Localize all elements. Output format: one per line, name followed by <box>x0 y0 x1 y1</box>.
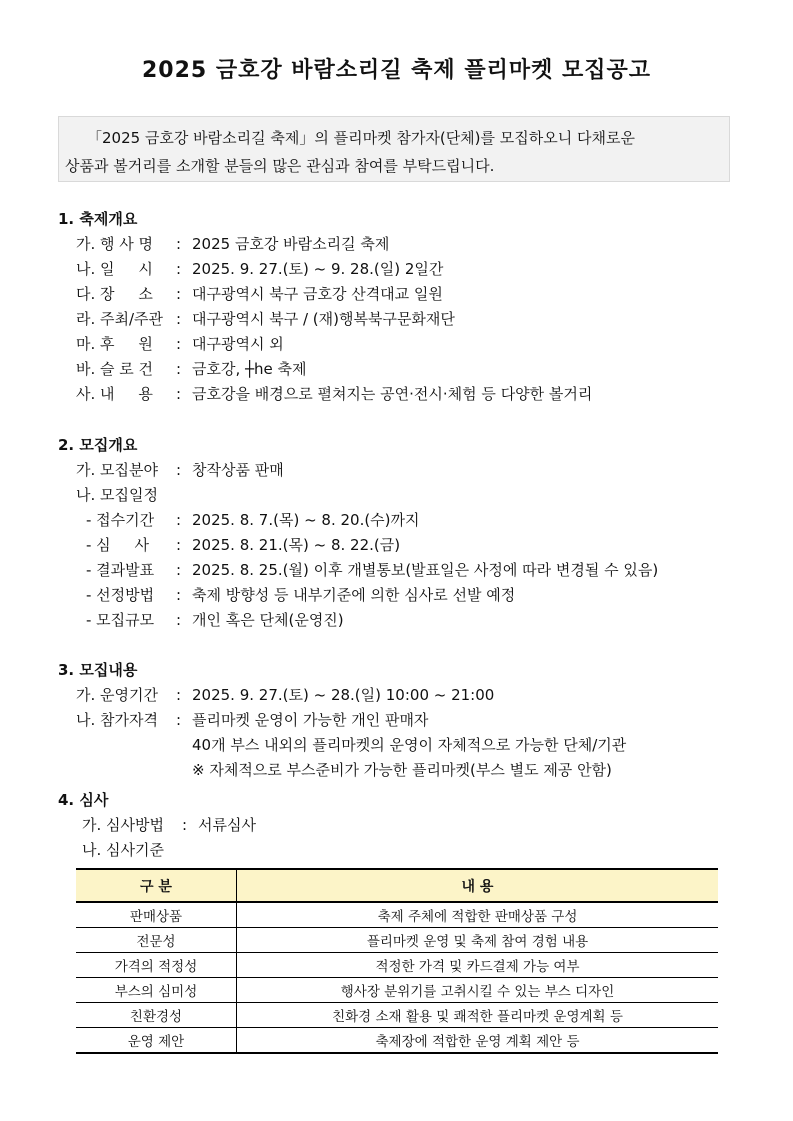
criteria-content: 축제장에 적합한 운영 계획 제안 등 <box>237 1028 719 1054</box>
criteria-content: 플리마켓 운영 및 축제 참여 경험 내용 <box>237 928 719 953</box>
qualification-note: ※ 자체적으로 부스준비가 가능한 플리마켓(부스 별도 제공 안함) <box>192 761 612 779</box>
row-key: 가. 운영기간 <box>76 686 158 704</box>
qualification-row: 나. 참가자격 : 플리마켓 운영이 가능한 개인 판매자 <box>76 708 137 733</box>
overview-row <box>76 382 593 407</box>
row-value: 2025. 9. 27.(토) ~ 28.(일) 10:00 ~ 21:00 <box>192 686 495 704</box>
section-festival-overview <box>58 207 593 407</box>
row-key: - 결과발표 <box>86 561 155 579</box>
row-colon: : <box>176 511 182 529</box>
table-row <box>76 953 718 978</box>
schedule-row <box>86 608 344 633</box>
row-key: 사. 내 용 <box>76 385 153 403</box>
row-value: 2025. 9. 27.(토) ~ 9. 28.(일) 2일간 <box>192 260 444 278</box>
section-recruit-content <box>58 658 627 783</box>
row-key: 라. 주최/주관 <box>76 310 164 328</box>
row-value: 창작상품 판매 <box>192 461 284 479</box>
recruit-field-row: 가. 모집분야 : 창작상품 판매 <box>76 458 137 483</box>
criteria-category: 판매상품 <box>76 902 237 928</box>
intro-box <box>58 116 730 182</box>
review-method-row: 가. 심사방법 : 서류심사 <box>82 813 108 838</box>
criteria-category: 운영 제안 <box>76 1028 237 1054</box>
row-key: 가. 행 사 명 <box>76 235 154 253</box>
row-key: 마. 후 원 <box>76 335 153 353</box>
row-key: 나. 참가자격 <box>76 711 158 729</box>
schedule-row <box>86 533 401 558</box>
criteria-content: 적정한 가격 및 카드결제 가능 여부 <box>237 953 719 978</box>
table-header-row <box>76 869 718 902</box>
intro-line-2: 상품과 볼거리를 소개할 분들의 많은 관심과 참여를 부탁드립니다. <box>65 157 495 175</box>
header-category: 구 분 <box>76 869 237 902</box>
row-value: 2025. 8. 25.(월) 이후 개별통보(발표일은 사정에 따라 변경될 수 있음) <box>192 561 659 579</box>
row-colon: : <box>176 561 182 579</box>
criteria-content: 친화경 소재 활용 및 쾌적한 플리마켓 운영계획 등 <box>237 1003 719 1028</box>
row-colon: : <box>176 536 182 554</box>
row-value: 대구광역시 북구 / (재)행복북구문화재단 <box>192 310 455 328</box>
table-row <box>76 1028 718 1054</box>
intro-line-1: 「2025 금호강 바람소리길 축제」의 플리마켓 참가자(단체)를 모집하오니 다채로운 <box>87 129 635 147</box>
schedule-label: 나. 모집일정 <box>76 486 158 504</box>
overview-row <box>76 357 307 382</box>
row-colon: : <box>176 335 182 353</box>
row-key: 다. 장 소 <box>76 285 153 303</box>
row-key: 가. 심사방법 <box>82 816 164 834</box>
row-colon: : <box>176 285 182 303</box>
page-title: 2025 금호강 바람소리길 축제 플리마켓 모집공고 <box>141 58 652 83</box>
row-key: 가. 모집분야 <box>76 461 158 479</box>
schedule-row <box>86 558 659 583</box>
row-key: - 접수기간 <box>86 511 155 529</box>
row-colon: : <box>176 235 182 253</box>
row-key: - 선정방법 <box>86 586 155 604</box>
row-value: 서류심사 <box>198 816 256 834</box>
criteria-content: 축제 주체에 적합한 판매상품 구성 <box>237 902 719 928</box>
row-value: 개인 혹은 단체(운영진) <box>192 611 344 629</box>
criteria-table <box>76 868 718 1054</box>
operation-period-row: 가. 운영기간 : 2025. 9. 27.(토) ~ 28.(일) 10:00 ~ 21:00 <box>76 683 137 708</box>
row-colon: : <box>176 260 182 278</box>
overview-row <box>76 232 390 257</box>
row-colon: : <box>176 310 182 328</box>
row-value: 대구광역시 북구 금호강 산격대교 일원 <box>192 285 443 303</box>
row-key: - 모집규모 <box>86 611 155 629</box>
row-value: 2025 금호강 바람소리길 축제 <box>192 235 390 253</box>
table-row <box>76 1003 718 1028</box>
criteria-content: 행사장 분위기를 고취시킬 수 있는 부스 디자인 <box>237 978 719 1003</box>
section-heading: 4. 심사 <box>58 791 109 809</box>
section-recruit-overview <box>58 433 659 633</box>
criteria-label: 나. 심사기준 <box>82 841 164 859</box>
row-value: 대구광역시 외 <box>192 335 284 353</box>
row-colon: : <box>176 385 182 403</box>
section-heading: 2. 모집개요 <box>58 436 138 454</box>
criteria-category: 가격의 적정성 <box>76 953 237 978</box>
overview-row <box>76 257 444 282</box>
criteria-category: 전문성 <box>76 928 237 953</box>
row-value: 금호강, ┼he 축제 <box>192 360 307 378</box>
schedule-row <box>86 508 420 533</box>
section-heading: 3. 모집내용 <box>58 661 138 679</box>
criteria-category: 친환경성 <box>76 1003 237 1028</box>
section-heading: 1. 축제개요 <box>58 210 138 228</box>
row-value: 금호강을 배경으로 펼쳐지는 공연·전시·체험 등 다양한 볼거리 <box>192 385 593 403</box>
overview-row <box>76 282 443 307</box>
qualification-line: 40개 부스 내외의 플리마켓의 운영이 자체적으로 가능한 단체/기관 <box>192 736 627 754</box>
row-value: 축제 방향성 등 내부기준에 의한 심사로 선발 예정 <box>192 586 516 604</box>
overview-row <box>76 332 284 357</box>
row-key: 바. 슬 로 건 <box>76 360 154 378</box>
header-content: 내 용 <box>237 869 719 902</box>
row-value: 2025. 8. 7.(목) ~ 8. 20.(수)까지 <box>192 511 420 529</box>
row-key: - 심 사 <box>86 536 150 554</box>
row-key: 나. 일 시 <box>76 260 153 278</box>
criteria-category: 부스의 심미성 <box>76 978 237 1003</box>
row-colon: : <box>176 586 182 604</box>
row-colon: : <box>176 611 182 629</box>
qualification-line: 플리마켓 운영이 가능한 개인 판매자 <box>192 711 429 729</box>
table-row <box>76 928 718 953</box>
section-review <box>58 788 256 863</box>
overview-row <box>76 307 455 332</box>
table-row <box>76 978 718 1003</box>
row-colon: : <box>176 360 182 378</box>
table-row <box>76 902 718 928</box>
schedule-row <box>86 583 516 608</box>
row-value: 2025. 8. 21.(목) ~ 8. 22.(금) <box>192 536 401 554</box>
